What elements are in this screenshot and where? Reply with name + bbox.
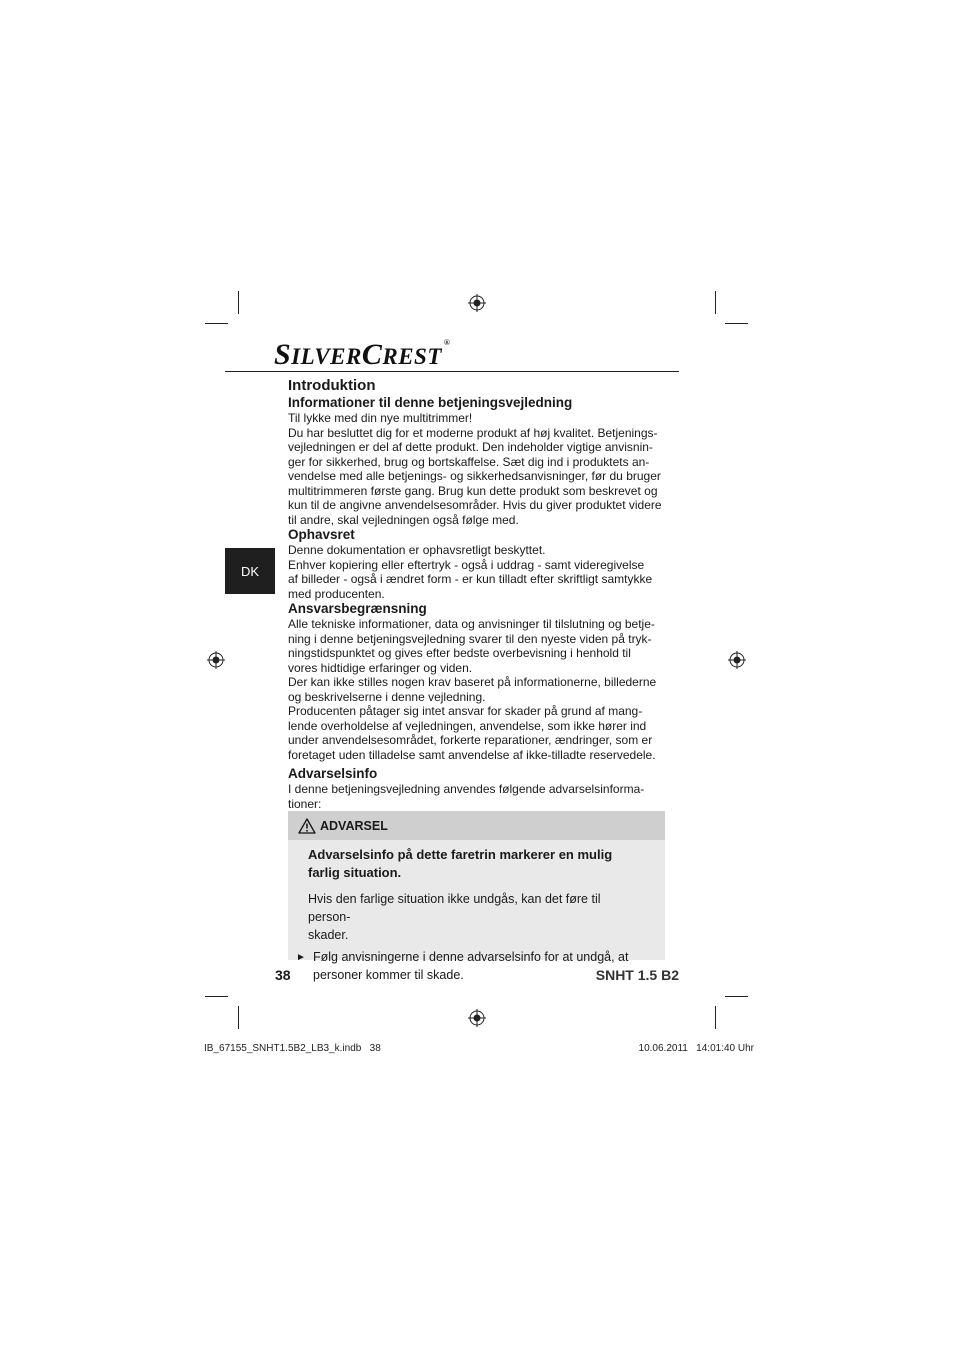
section-heading: Informationer til denne betjeningsvejledning <box>288 395 573 410</box>
crop-mark <box>725 323 748 324</box>
crop-mark <box>238 1006 239 1029</box>
warning-intro-paragraph: I denne betjeningsvejledning anvendes følgende advarselsinforma- tioner: <box>288 782 645 811</box>
crop-mark <box>205 323 228 324</box>
crop-mark <box>715 1006 716 1029</box>
warning-label: ADVARSEL <box>320 818 388 833</box>
model-number: SNHT 1.5 B2 <box>595 967 679 983</box>
header-rule <box>225 371 679 372</box>
registration-mark-icon <box>468 294 486 312</box>
crop-mark <box>715 291 716 314</box>
registration-mark-icon <box>207 651 225 669</box>
copyright-paragraph: Denne dokumentation er ophavsretligt beskyttet. Enhver kopiering eller eftertryk - også i uddrag - samt videregivelse af billeder - også i ændret form - er kun tilladt efter skriftligt samtykke med producenten. <box>288 543 653 601</box>
section-heading: Advarselsinfo <box>288 766 378 781</box>
registration-mark-icon <box>728 651 746 669</box>
section-heading: Ansvarsbegrænsning <box>288 601 427 616</box>
print-file-info: IB_67155_SNHT1.5B2_LB3_k.indb 38 <box>204 1043 381 1054</box>
arrow-right-icon: ► <box>296 952 306 963</box>
silvercrest-logo: SILVERCREST® <box>274 338 451 371</box>
section-heading: Ophavsret <box>288 527 355 542</box>
liability-paragraph: Alle tekniske informationer, data og anvisninger til tilslutning og betje- ning i denne betjeningsvejledning svarer til den nyeste viden på tryk- ningstidspunktet og gives efter bedste overbevisning i henhold til vores hidtidige erfaringer og viden. Der kan ikke stilles nogen krav baseret på informationerne, billederne og beskrivelserne i denne vejledning. Producenten påtager sig intet ansvar for skader på grund af mang- lende overholdelse af vejledningen, anvendelse, som ikke hører ind under anvendelsesområdet, forkerte reparationer, ændringer, som er foretaget uden tilladelse samt anvendelse af ikke-tilladte reservedele. <box>288 617 657 762</box>
page-title: Introduktion <box>288 377 376 394</box>
warning-bullet: ► Følg anvisningerne i denne advarselsinfo for at undgå, at personer kommer til skade. <box>296 950 629 982</box>
info-paragraph: Til lykke med din nye multitrimmer! Du har besluttet dig for et moderne produkt af høj kvalitet. Betjenings- vejledningen er del af dette produkt. Den indeholder vigtige anvisnin- ger for sikkerhed, brug og bortskaffelse. Sæt dig ind i produktets an- vendelse med alle betjenings- og sikkerhedsanvisninger, før du bruger multitrimmeren første gang. Brug kun dette produkt som beskrevet og kun til de angivne anvendelsesområder. Hvis du giver produktet videre til andre, skal vejledningen også følge med. <box>288 411 662 527</box>
crop-mark <box>238 291 239 314</box>
warning-body: Advarselsinfo på dette faretrin markerer en mulig farlig situation. Hvis den farlige situation ikke undgås, kan det føre til person- skader. ► Følg anvisningerne i denne advarselsinfo for at undgå, at personer kommer til skade. <box>288 840 665 984</box>
page-number: 38 <box>275 967 291 983</box>
crop-mark <box>725 996 748 997</box>
crop-mark <box>205 996 228 997</box>
print-timestamp: 10.06.2011 14:01:40 Uhr <box>638 1043 754 1054</box>
main-content <box>288 377 668 811</box>
warning-header <box>288 811 665 840</box>
warning-triangle-icon <box>298 818 316 834</box>
registration-mark-icon <box>468 1009 486 1027</box>
language-tab: DK <box>225 548 275 594</box>
